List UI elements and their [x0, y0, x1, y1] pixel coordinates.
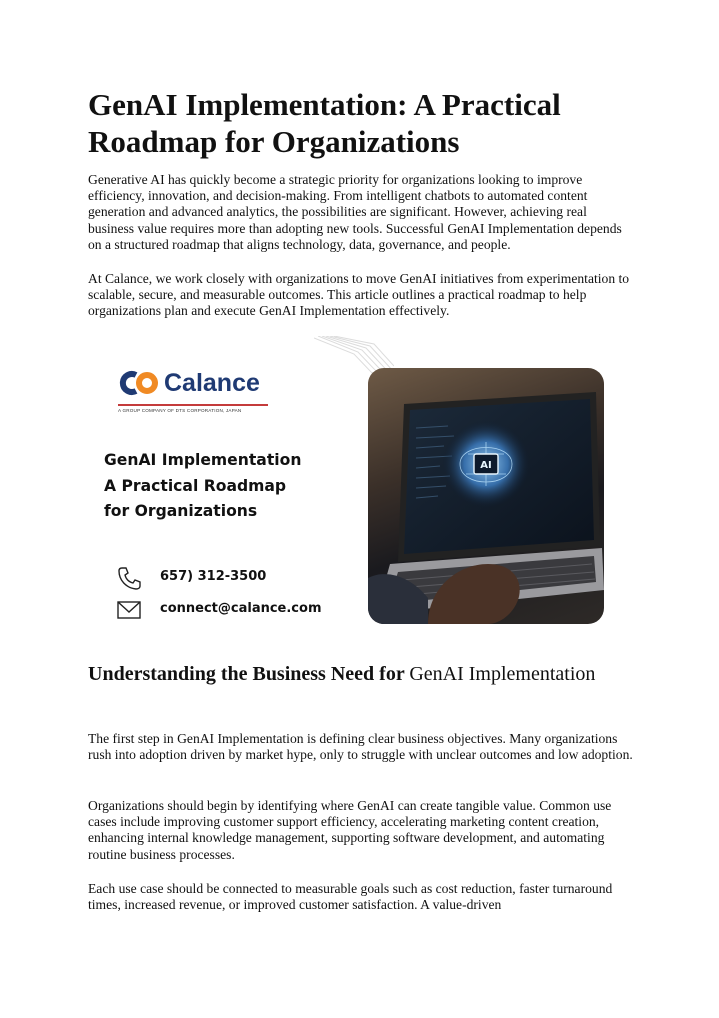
section-heading [88, 662, 648, 686]
banner-title-line: A Practical Roadmap [104, 476, 287, 495]
contact-email [116, 598, 356, 622]
laptop-photo [368, 368, 604, 624]
envelope-icon [116, 598, 142, 622]
section-heading-regular: GenAI Implementation [409, 663, 596, 685]
logo-underline [118, 404, 268, 406]
calance-logo-mark [118, 368, 160, 398]
intro-paragraph-1: Generative AI has quickly become a strategic priority for organizations looking to improve efficiency, innovation, and decision-making. From intelligent chatbots to automated content generation and advanced analytics, the possibilities are significant. However, achieving real business value requires more than adopting new tools. Successful GenAI Implementation depends on a structured roadmap that aligns technology, data, governance, and people. [88, 172, 622, 252]
logo-name: Calance [164, 369, 260, 397]
section-heading-bold: Understanding the Business Need for [88, 663, 405, 685]
banner-image [88, 336, 633, 636]
banner-title [104, 448, 344, 525]
banner-title-line: GenAI Implementation [104, 451, 302, 469]
laptop-illustration [368, 368, 604, 624]
phone-number: 657) 312-3500 [160, 569, 267, 584]
screen-ai-label: AI [480, 460, 492, 471]
phone-icon [116, 566, 142, 590]
intro-paragraph-2: At Calance, we work closely with organizations to move GenAI initiatives from experimentation to scalable, secure, and measurable outcomes. This article outlines a practical roadmap to help organizations plan and execute GenAI Implementation effectively. [88, 271, 630, 319]
contact-phone [116, 566, 356, 590]
section-paragraph-2: Organizations should begin by identifying where GenAI can create tangible value. Common use cases include improving customer support efficiency, accelerating marketing content creation, enhancing internal knowledge management, supporting software development, and automating routine business processes. [88, 798, 612, 862]
calance-logo [118, 368, 278, 418]
email-address: connect@calance.com [160, 601, 322, 616]
logo-tagline: A GROUP COMPANY OF DTS CORPORATION, JAPAN [118, 408, 242, 413]
article-title: GenAI Implementation: A Practical Roadmap for Organizations [88, 87, 561, 159]
section-paragraph-1: The first step in GenAI Implementation is defining clear business objectives. Many organizations rush into adoption driven by market hype, only to struggle with unclear outcomes and low adoption. [88, 731, 633, 763]
section-paragraph-3: Each use case should be connected to measurable goals such as cost reduction, faster turnaround times, increased revenue, or improved customer satisfaction. A value-driven [88, 881, 613, 913]
banner-title-line: for Organizations [104, 502, 258, 520]
